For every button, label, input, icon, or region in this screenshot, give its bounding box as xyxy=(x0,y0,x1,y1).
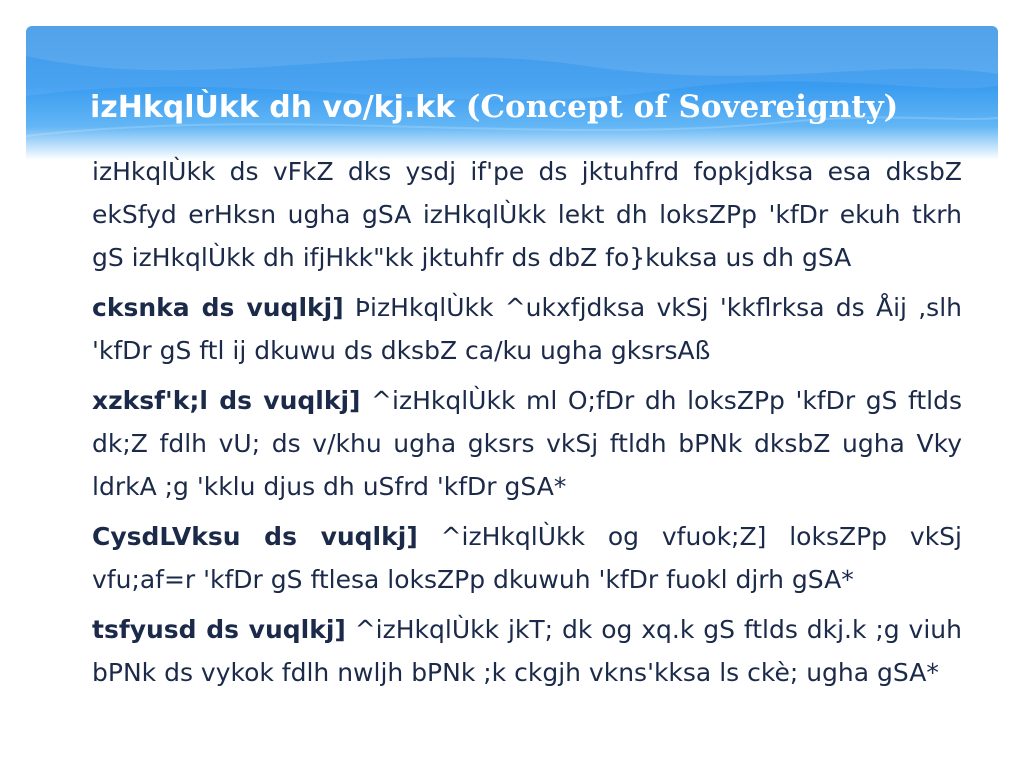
slide-title-english: (Concept of Sovereignty) xyxy=(465,89,899,125)
paragraph-text: izHkqlÙkk ds vFkZ dks ysdj if'pe ds jktuhfrd fopkjdksa esa dksbZ ekSfyd erHksn ugha gSA izHkqlÙkk lekt dh loksZPp 'kfDr ekuh tkrh gS izHkqlÙkk dh ifjHkk"kk jktuhfr ds dbZ fo}kuksa us dh gSA xyxy=(92,157,962,272)
paragraph-lead: cksnka ds vuqlkj] xyxy=(92,293,344,322)
slide-title xyxy=(90,82,898,132)
paragraph-text: ÞizHkqlÙkk ^ukxfjdksa vkSj 'kkflrksa ds Åij ,slh 'kfDr gS ftl ij dkuwu ds dksbZ ca/ku ugha gksrsAß xyxy=(92,293,962,365)
paragraph-intro xyxy=(92,150,962,279)
paragraph-bodin xyxy=(92,286,962,372)
paragraph-lead: tsfyusd ds vuqlkj] xyxy=(92,615,346,644)
slide-title-hindi: izHkqlÙkk dh vo/kj.kk xyxy=(90,90,456,125)
paragraph-text: ^izHkqlÙkk jkT; dk og xq.k gS ftlds dkj.k ;g viuh bPNk ds vykok fdlh nwljh bPNk ;k ckgjh vkns'kksa ls ckè; ugha gSA* xyxy=(92,615,962,687)
paragraph-text: ^izHkqlÙkk ml O;fDr dh loksZPp 'kfDr gS ftlds dk;Z fdlh vU; ds v/khu ugha gksrs vkSj ftldh bPNk dksbZ ugha Vky ldrkA ;g 'kklu djus dh uSfrd 'kfDr gSA* xyxy=(92,386,962,501)
paragraph-lead: xzksf'k;l ds vuqlkj] xyxy=(92,386,361,415)
paragraph-jellinek xyxy=(92,608,962,694)
paragraph-grotius xyxy=(92,379,962,508)
paragraph-lead: CysdLVksu ds vuqlkj] xyxy=(92,522,418,551)
content-body xyxy=(92,150,962,701)
paragraph-text: ^izHkqlÙkk og vfuok;Z] loksZPp vkSj vfu;af=r 'kfDr gS ftlesa loksZPp dkuwuh 'kfDr fuokl djrh gSA* xyxy=(92,522,962,594)
paragraph-blackstone xyxy=(92,515,962,601)
